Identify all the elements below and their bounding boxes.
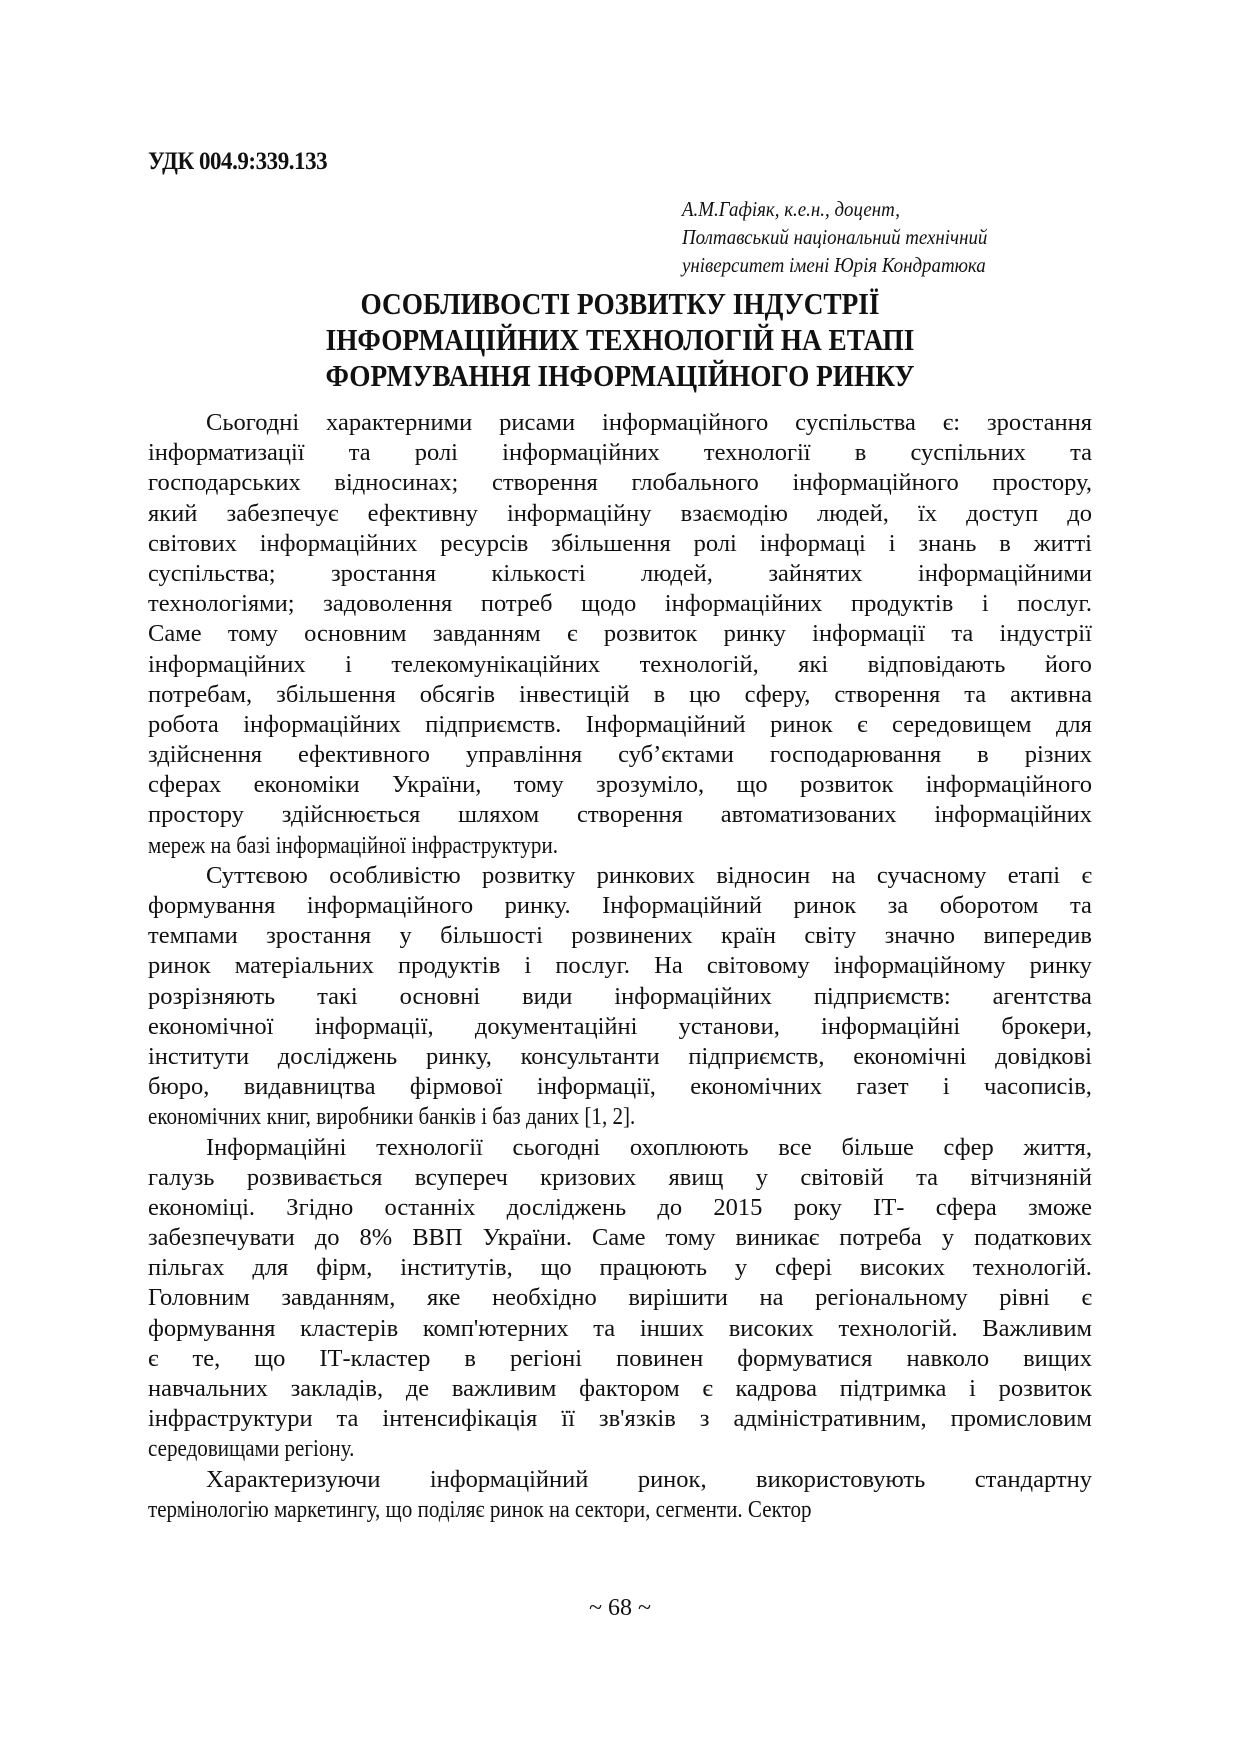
paragraph-line: інститути досліджень ринку, консультанти підприємств, економічні довідкові (148, 1042, 1092, 1070)
paragraph-line: середовищами регіону. (148, 1435, 355, 1463)
paragraph-line: економіці. Згідно останніх досліджень до 2015 року ІТ- сфера зможе (148, 1193, 1092, 1221)
title-line: ОСОБЛИВОСТІ РОЗВИТКУ ІНДУСТРІЇ (360, 286, 880, 321)
paragraph-line: економічної інформації, документаційні установи, інформаційні брокери, (148, 1012, 1092, 1040)
paragraph-line: термінологію маркетингу, що поділяє ринок на сектори, сегменти. Сектор (148, 1495, 812, 1523)
paragraph-line: потребам, збільшення обсягів інвестицій в цю сферу, створення та активна (148, 680, 1092, 708)
paragraph-line: суспільства; зростання кількості людей, зайнятих інформаційними (148, 559, 1092, 587)
paragraph-line: ринок матеріальних продуктів і послуг. На світовому інформаційному ринку (148, 952, 1092, 980)
author-block (682, 195, 987, 279)
paragraph-line: формування кластерів комп'ютерних та інших високих технологій. Важливим (148, 1314, 1092, 1342)
paragraph-line: Саме тому основним завданням є розвиток ринку інформації та індустрії (148, 620, 1092, 648)
paragraph-line: інформаційних і телекомунікаційних технологій, які відповідають його (148, 650, 1092, 678)
paragraph-line: розрізняють такі основні види інформаційних підприємств: агентства (148, 982, 1092, 1010)
paragraph-line: пільгах для фірм, інститутів, що працюють у сфері високих технологій. (148, 1254, 1092, 1282)
udk-code: УДК 004.9:339.133 (148, 148, 328, 175)
article-body (148, 408, 1092, 1525)
paragraph-line: робота інформаційних підприємств. Інформаційний ринок є середовищем для (148, 710, 1092, 738)
paragraph-line: Характеризуючи інформаційний ринок, використовують стандартну (206, 1465, 1092, 1493)
paragraph-line: здійснення ефективного управління суб’єктами господарювання в різних (148, 741, 1092, 769)
paragraph-line: інфраструктури та інтенсифікація її зв'язків з адміністративним, промисловим (148, 1405, 1092, 1433)
paragraph-line: який забезпечує ефективну інформаційну взаємодію людей, їх доступ до (148, 499, 1092, 527)
paragraph-line: простору здійснюється шляхом створення автоматизованих інформаційних (148, 801, 1092, 829)
paragraph-line: сферах економіки України, тому зрозуміло, що розвиток інформаційного (148, 771, 1092, 799)
paragraph-line: Сьогодні характерними рисами інформаційного суспільства є: зростання (206, 409, 1092, 436)
paragraph-line: Головним завданням, яке необхідно вирішити на регіональному рівні є (148, 1284, 1092, 1312)
author-name: А.М.Гафіяк, к.е.н., доцент, (682, 197, 900, 221)
paragraph-line: формування інформаційного ринку. Інформаційний ринок за оборотом та (148, 892, 1092, 919)
paragraph-line: економічних книг, виробники банків і баз даних [1, 2]. (148, 1103, 636, 1131)
paragraph-line: є те, що ІТ-кластер в регіоні повинен формуватися навколо вищих (148, 1344, 1092, 1372)
paragraph-line: технологіями; задоволення потреб щодо інформаційних продуктів і послуг. (148, 590, 1092, 618)
paragraph-line: галузь розвивається всупереч кризових явищ у світовій та вітчизняній (148, 1163, 1092, 1191)
paragraph-line: Інформаційні технології сьогодні охоплюють все більше сфер життя, (206, 1133, 1092, 1161)
title-line: ФОРМУВАННЯ ІНФОРМАЦІЙНОГО РИНКУ (325, 358, 915, 393)
paragraph-line: інформатизації та ролі інформаційних технології в суспільних та (148, 439, 1092, 467)
paragraph-line: Суттєвою особливістю розвитку ринкових відносин на сучасному етапі є (206, 861, 1092, 889)
paragraph-line: темпами зростання у більшості розвинених країн світу значно випередив (148, 922, 1092, 950)
paragraph-line: забезпечувати до 8% ВВП України. Саме тому виникає потреба у податкових (148, 1224, 1092, 1252)
page-number: ~ 68 ~ (589, 1595, 651, 1621)
article-title (140, 286, 1100, 394)
paragraph-line: бюро, видавництва фірмової інформації, економічних газет і часописів, (148, 1073, 1092, 1101)
paragraph-line: навчальних закладів, де важливим фактором є кадрова підтримка і розвиток (148, 1375, 1092, 1402)
author-affiliation: Полтавський національний технічний (682, 225, 988, 249)
paragraph-line: господарських відносинах; створення глобального інформаційного простору, (148, 469, 1092, 497)
title-line: ІНФОРМАЦІЙНИХ ТЕХНОЛОГІЙ НА ЕТАПІ (325, 322, 915, 357)
author-affiliation: університет імені Юрія Кондратюка (682, 253, 986, 277)
paragraph-line: світових інформаційних ресурсів збільшення ролі інформаці і знань в житті (148, 529, 1092, 557)
paragraph-line: мереж на базі інформаційної інфраструктури. (148, 831, 559, 859)
